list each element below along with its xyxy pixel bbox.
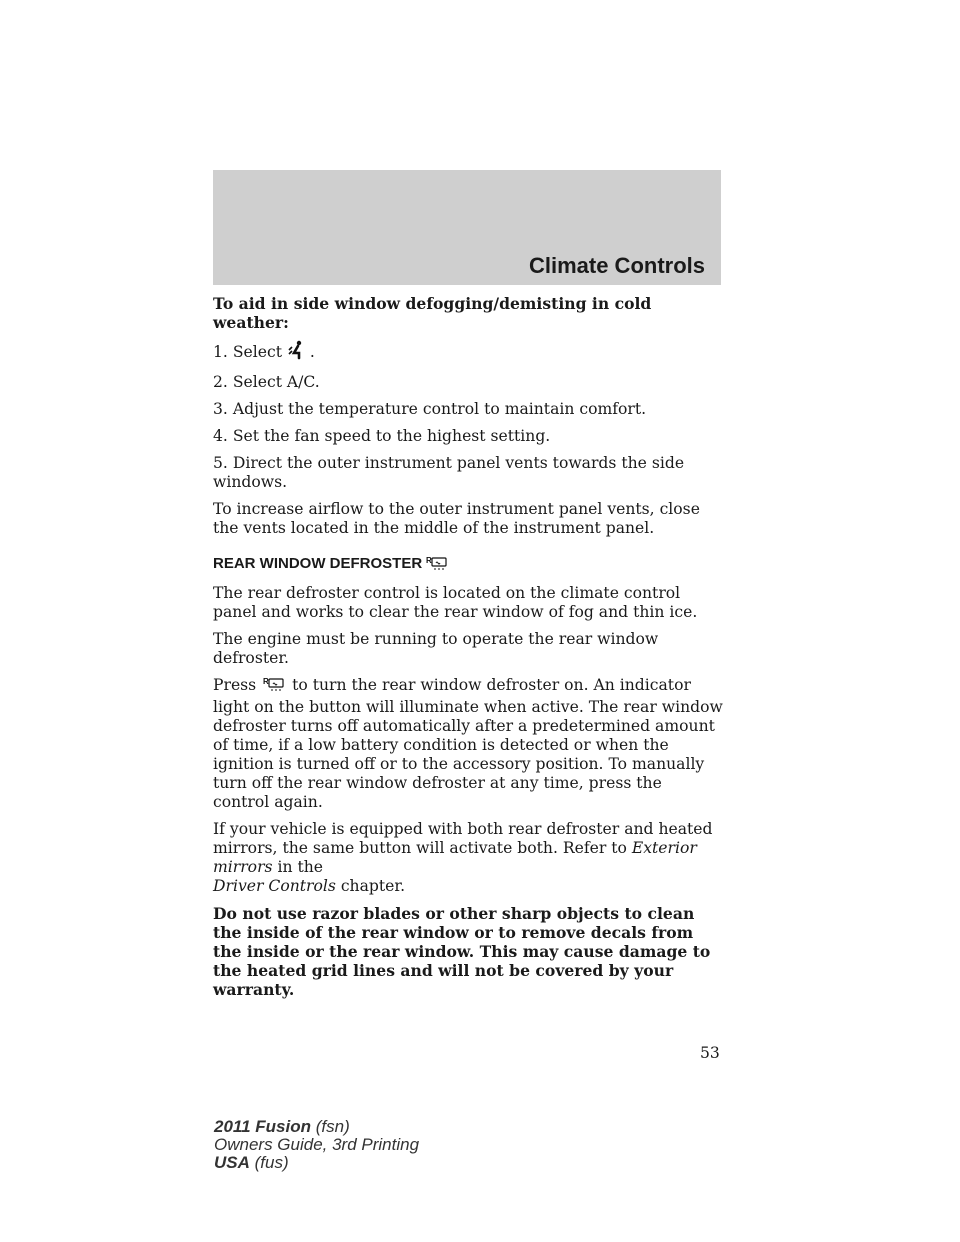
step-1: [213, 340, 723, 365]
p4-start: If your vehicle is equipped with both rear defroster and heated mirrors, the same button will activate both. Refer to: [213, 820, 713, 857]
footer-model-code: (fsn): [315, 1117, 350, 1136]
warning-text: Do not use razor blades or other sharp objects to clean the inside of the rear window or to remove decals from the inside or the rear window. This may cause damage to the heated grid lines and will not be covered by your warranty.: [213, 904, 711, 999]
rear-defroster-heading-text: REAR WINDOW DEFROSTER: [213, 555, 423, 572]
p4-mid: in the: [277, 858, 324, 876]
airflow-note: To increase airflow to the outer instrument panel vents, close the vents located in the middle of the instrument panel.: [213, 500, 700, 537]
exterior-mirrors-ref: Exterior mirrors: [213, 839, 697, 876]
step-1-prefix: 1. Select: [213, 343, 282, 361]
svg-text:R: R: [263, 677, 269, 686]
rear-defrost-icon: [426, 555, 448, 576]
footer-market: USA: [214, 1153, 250, 1172]
footer-line-3: [214, 1154, 419, 1172]
p4-end: chapter.: [340, 877, 406, 895]
press-label: Press: [213, 676, 257, 694]
step-2: 2. Select A/C.: [213, 373, 320, 391]
step-3: 3. Adjust the temperature control to maintain comfort.: [213, 400, 647, 418]
rear-defroster-p3-text: to turn the rear window defroster on. An indicator light on the button will illuminate when active. The rear window defroster turns off automatically after a predetermined amount of time, if a low battery condition is detected or when the ignition is turned off or to the accessory position. To manually turn off the rear window defroster at any time, press the control again.: [213, 676, 723, 811]
svg-text:R: R: [426, 556, 433, 565]
rear-defroster-p3: [213, 676, 723, 812]
rear-defroster-p4: [213, 820, 723, 896]
footer-model: 2011 Fusion: [214, 1117, 311, 1136]
rear-defroster-p2: The engine must be running to operate the rear window defroster.: [213, 630, 659, 667]
driver-controls-ref: Driver Controls: [213, 877, 336, 895]
rear-defroster-p1: The rear defroster control is located on the climate control panel and works to clear the rear window of fog and thin ice.: [213, 584, 698, 621]
floor-defrost-mode-icon: [287, 340, 305, 365]
step-1-suffix: .: [309, 343, 315, 361]
step-4: 4. Set the fan speed to the highest setting.: [213, 427, 551, 445]
footer: [214, 1118, 419, 1172]
footer-line-1: [214, 1118, 419, 1136]
page-number: 53: [700, 1044, 720, 1062]
footer-market-code: (fus): [254, 1153, 289, 1172]
rear-defroster-heading: [213, 554, 723, 576]
intro-heading: To aid in side window defogging/demisting in cold weather:: [213, 294, 652, 332]
rear-defrost-button-icon: [261, 677, 287, 698]
step-5: 5. Direct the outer instrument panel vents towards the side windows.: [213, 454, 685, 491]
chapter-header-band: [213, 170, 721, 285]
chapter-title: Climate Controls: [528, 253, 705, 278]
page-content: [213, 294, 723, 1007]
footer-line-2: Owners Guide, 3rd Printing: [214, 1135, 420, 1154]
